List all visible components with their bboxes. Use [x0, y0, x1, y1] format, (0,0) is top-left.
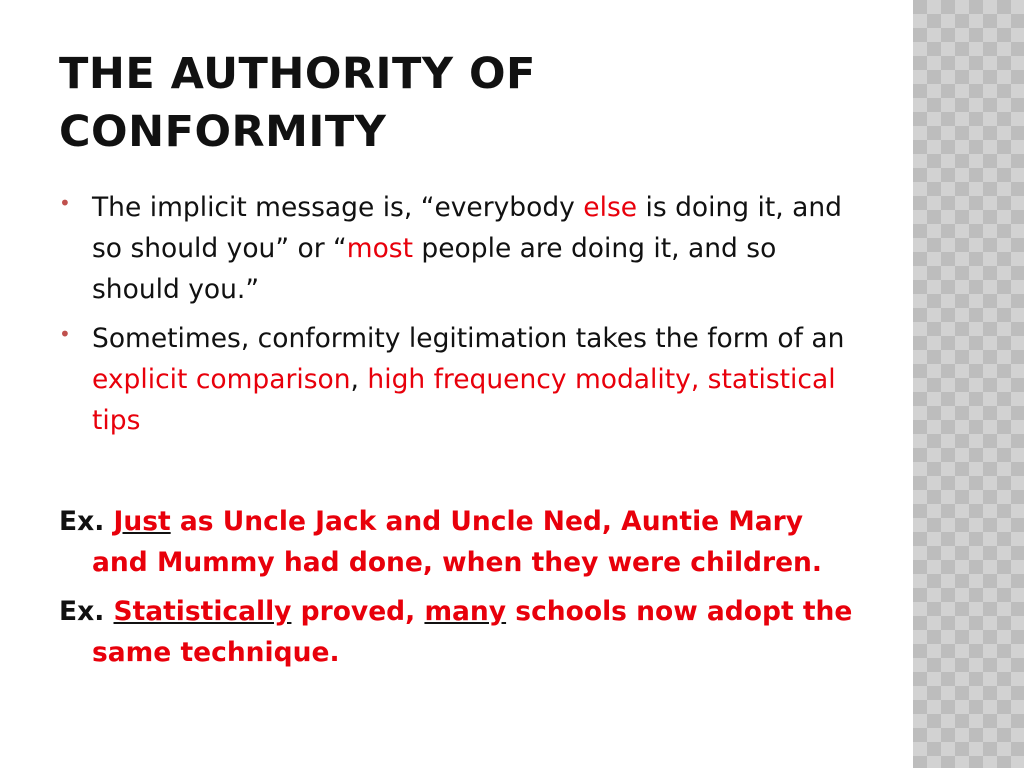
spacer [59, 449, 859, 501]
bullet-1-text-c: people are doing it, and so should you.” [92, 233, 777, 305]
bullet-2-text-b: , [350, 364, 368, 395]
example-1-prefix: Ex. [59, 506, 114, 537]
decorative-side-pattern [913, 0, 1024, 768]
bullet-marker-icon: • [59, 191, 71, 215]
title-line-1: THE AUTHORITY OF [59, 49, 536, 99]
spacer [59, 583, 859, 591]
example-2-underlined-statistically: Statistically [113, 596, 292, 627]
example-2-text: schools now adopt the same technique. [92, 596, 853, 668]
bullet-item-1 [59, 187, 859, 310]
example-2-prefix: Ex. [59, 596, 114, 627]
example-2-underlined-many: many [424, 596, 507, 627]
bullet-2-highlight-modality: high frequency modality, statistical tips [92, 364, 836, 436]
bullet-1-highlight-most: most [346, 233, 413, 264]
bullet-item-2 [59, 318, 859, 441]
bullet-1-text-a: The implicit message is, “everybody [92, 192, 584, 223]
bullet-1-text-b: is doing it, and so should you” or “ [92, 192, 842, 264]
bullet-marker-icon: • [59, 322, 71, 346]
example-2-text-mid: proved, [291, 596, 425, 627]
bullet-2-text-a: Sometimes, conformity legitimation takes the form of an [92, 323, 845, 354]
example-1 [59, 501, 859, 583]
example-1-text: as Uncle Jack and Uncle Ned, Auntie Mary and Mummy had done, when they were children. [92, 506, 822, 578]
slide-title [59, 45, 819, 161]
bullet-1-highlight-else: else [583, 192, 638, 223]
slide-body [59, 187, 859, 673]
title-line-2: CONFORMITY [59, 107, 387, 157]
example-1-underlined-just: Just [113, 506, 171, 537]
example-2 [59, 591, 859, 673]
bullet-2-highlight-explicit-comparison: explicit comparison [92, 364, 351, 395]
